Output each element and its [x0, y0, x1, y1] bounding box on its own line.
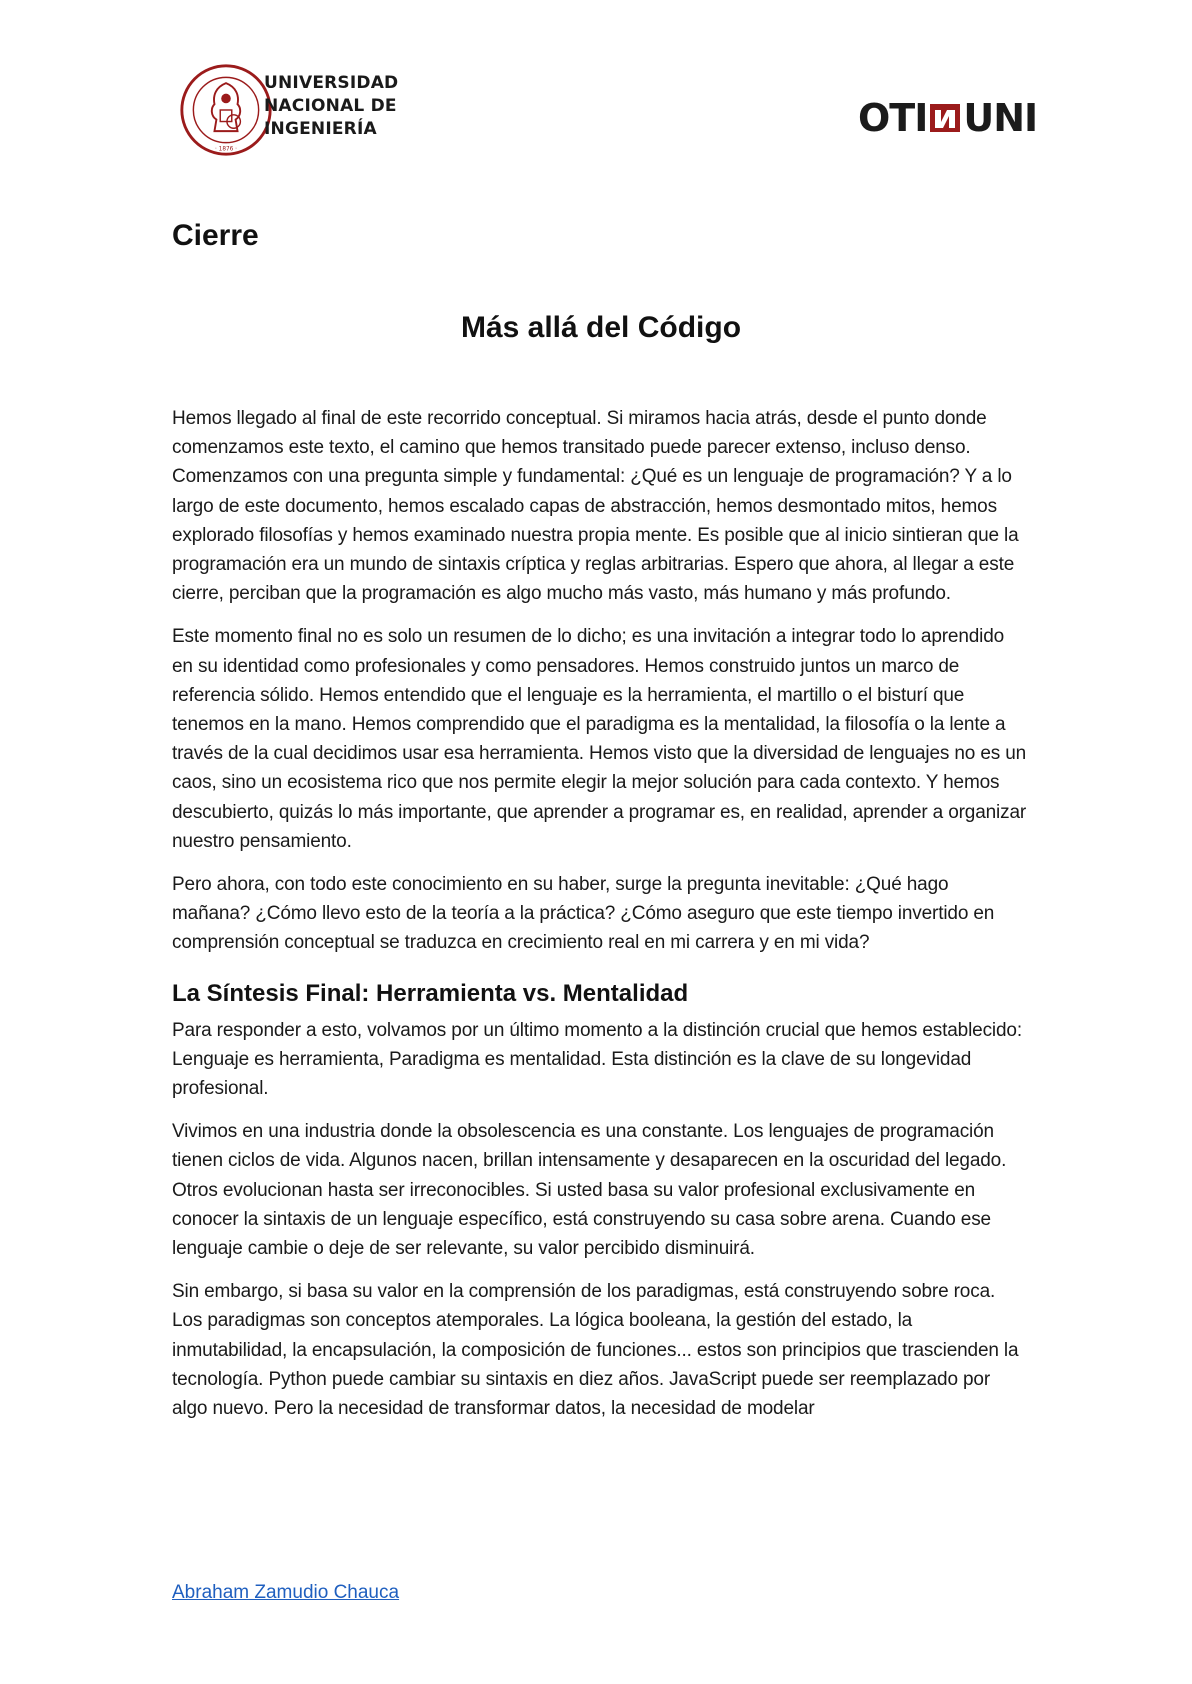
paragraph: Hemos llegado al final de este recorrido conceptual. Si miramos hacia atrás, desde el punto donde comenzamos este texto, el camino que hemos transitado puede parecer extenso, incluso denso. Comenzamos con una pregunta simple y fundamental: ¿Qué es un lenguaje de programación? Y a lo largo de este documento, hemos escalado capas de abstracción, hemos desmontado mitos, hemos explorado filosofías y hemos examinado nuestra propia mente. Es posible que al inicio sintieran que la programación era un mundo de sintaxis críptica y reglas arbitrarias. Espero que ahora, al llegar a este cierre, perciban que la programación es algo mucho más vasto, más humano y más profundo.	[172, 408, 1019, 605]
university-name	[264, 72, 404, 141]
paragraph: Pero ahora, con todo este conocimiento en su haber, surge la pregunta inevitable: ¿Qué hago mañana? ¿Cómo llevo esto de la teoría a la práctica? ¿Cómo aseguro que este tiempo invertido en comprensión conceptual se traduzca en crecimiento real en mi carrera y en mi vida?	[172, 874, 995, 954]
svg-text:· 1876 ·: · 1876 ·	[215, 146, 237, 153]
page-header	[0, 0, 1192, 170]
oti-mark-icon	[930, 102, 960, 134]
university-seal-icon	[178, 62, 274, 158]
university-name-line: INGENIERÍA	[264, 119, 377, 139]
section-title: Cierre	[172, 219, 259, 252]
subheading: La Síntesis Final: Herramienta vs. Mentalidad	[172, 979, 689, 1007]
oti-logo-right: UNI	[963, 96, 1038, 140]
oti-uni-logo	[858, 96, 1038, 140]
paragraph: Este momento final no es solo un resumen de lo dicho; es una invitación a integrar todo lo aprendido en su identidad como profesionales y como pensadores. Hemos construido juntos un marco de referencia sólido. Hemos entendido que el lenguaje es la herramienta, el martillo o el bisturí que tenemos en la mano. Hemos comprendido que el paradigma es la mentalidad, la filosofía o la lente a través de la cual decidimos usar esa herramienta. Hemos visto que la diversidad de lenguajes no es un caos, sino un ecosistema rico que nos permite elegir la mejor solución para cada contexto. Y hemos descubierto, quizás lo más importante, que aprender a programar es, en realidad, aprender a organizar nuestro pensamiento.	[172, 626, 1027, 852]
document-body	[172, 218, 1030, 1420]
main-title: Más allá del Código	[460, 311, 742, 344]
paragraph: Vivimos en una industria donde la obsolescencia es una constante. Los lenguajes de programación tienen ciclos de vida. Algunos nacen, brillan intensamente y desaparecen en la oscuridad del legado. Otros evolucionan hasta ser irreconocibles. Si usted basa su valor profesional exclusivamente en conocer la sintaxis de un lenguaje específico, está construyendo su casa sobre arena. Cuando ese lenguaje cambie o deje de ser relevante, su valor percibido disminuirá.	[172, 1121, 1007, 1260]
university-name-line: UNIVERSIDAD	[264, 73, 399, 93]
body-text	[172, 404, 1030, 1437]
author-link[interactable]: Abraham Zamudio Chauca	[172, 1582, 400, 1603]
paragraph: Sin embargo, si basa su valor en la comprensión de los paradigmas, está construyendo sobre roca. Los paradigmas son conceptos atemporales. La lógica booleana, la gestión del estado, la inmutabilidad, la encapsulación, la composición de funciones... estos son principios que trascienden la tecnología. Python puede cambiar su sintaxis en diez años. JavaScript puede ser reemplazado por algo nuevo. Pero la necesidad de transformar datos, la necesidad de modelar	[172, 1281, 1019, 1420]
paragraph: Para responder a esto, volvamos por un último momento a la distinción crucial que hemos establecido: Lenguaje es herramienta, Paradigma es mentalidad. Esta distinción es la clave de su longevidad profesional.	[172, 1019, 1022, 1100]
university-name-line: NACIONAL DE	[264, 96, 397, 116]
oti-logo-left: OTI	[858, 96, 928, 140]
